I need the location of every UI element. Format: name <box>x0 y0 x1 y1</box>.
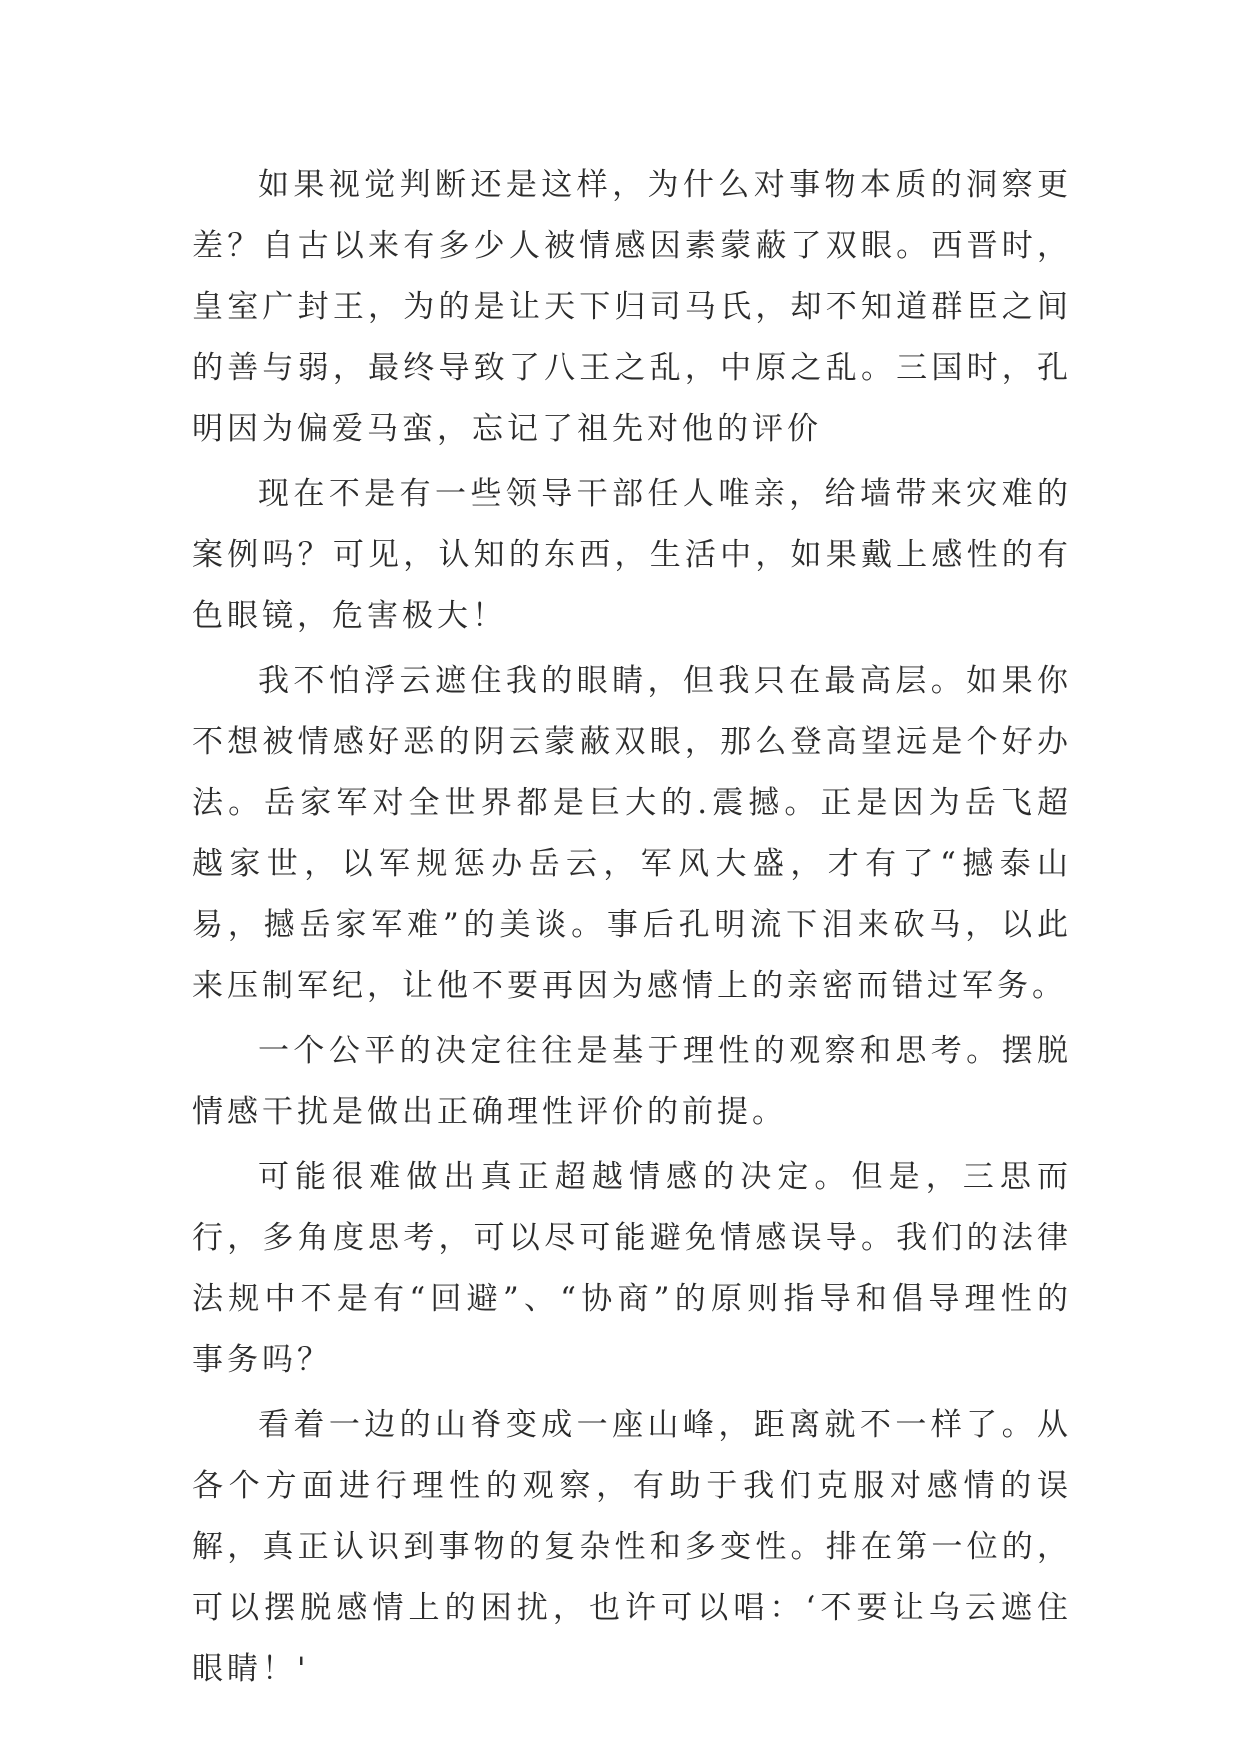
paragraph-3: 我不怕浮云遮住我的眼睛，但我只在最高层。如果你不想被情感好恶的阴云蒙蔽双眼，那么登高望远是个好办法。岳家军对全世界都是巨大的.震撼。正是因为岳飞超越家世，以军规惩办岳云，军风大盛，才有了“撼泰山易，撼岳家军难”的美谈。事后孔明流下泪来砍马，以此来压制军纪，让他不要再因为感情上的亲密而错过军务。 <box>192 663 1072 1004</box>
paragraph-4: 一个公平的决定往往是基于理性的观察和思考。摆脱情感干扰是做出正确理性评价的前提。 <box>192 1033 1072 1130</box>
paragraph-1: 如果视觉判断还是这样，为什么对事物本质的洞察更差？自古以来有多少人被情感因素蒙蔽了双眼。西晋时，皇室广封王，为的是让天下归司马氏，却不知道群臣之间的善与弱，最终导致了八王之乱，中原之乱。三国时，孔明因为偏爱马蛮，忘记了祖先对他的评价 <box>192 167 1072 447</box>
document-body <box>192 155 1072 1704</box>
paragraph-6: 看着一边的山脊变成一座山峰，距离就不一样了。从各个方面进行理性的观察，有助于我们克服对感情的误解，真正认识到事物的复杂性和多变性。排在第一位的，可以摆脱感情上的困扰，也许可以唱：‘不要让乌云遮住眼睛！' <box>192 1407 1072 1687</box>
paragraph-2: 现在不是有一些领导干部任人唯亲，给墙带来灾难的案例吗？可见，认知的东西，生活中，如果戴上感性的有色眼镜，危害极大！ <box>192 476 1072 634</box>
paragraph-5: 可能很难做出真正超越情感的决定。但是，三思而行，多角度思考，可以尽可能避免情感误导。我们的法律法规中不是有“回避”、“协商”的原则指导和倡导理性的事务吗？ <box>192 1159 1072 1378</box>
